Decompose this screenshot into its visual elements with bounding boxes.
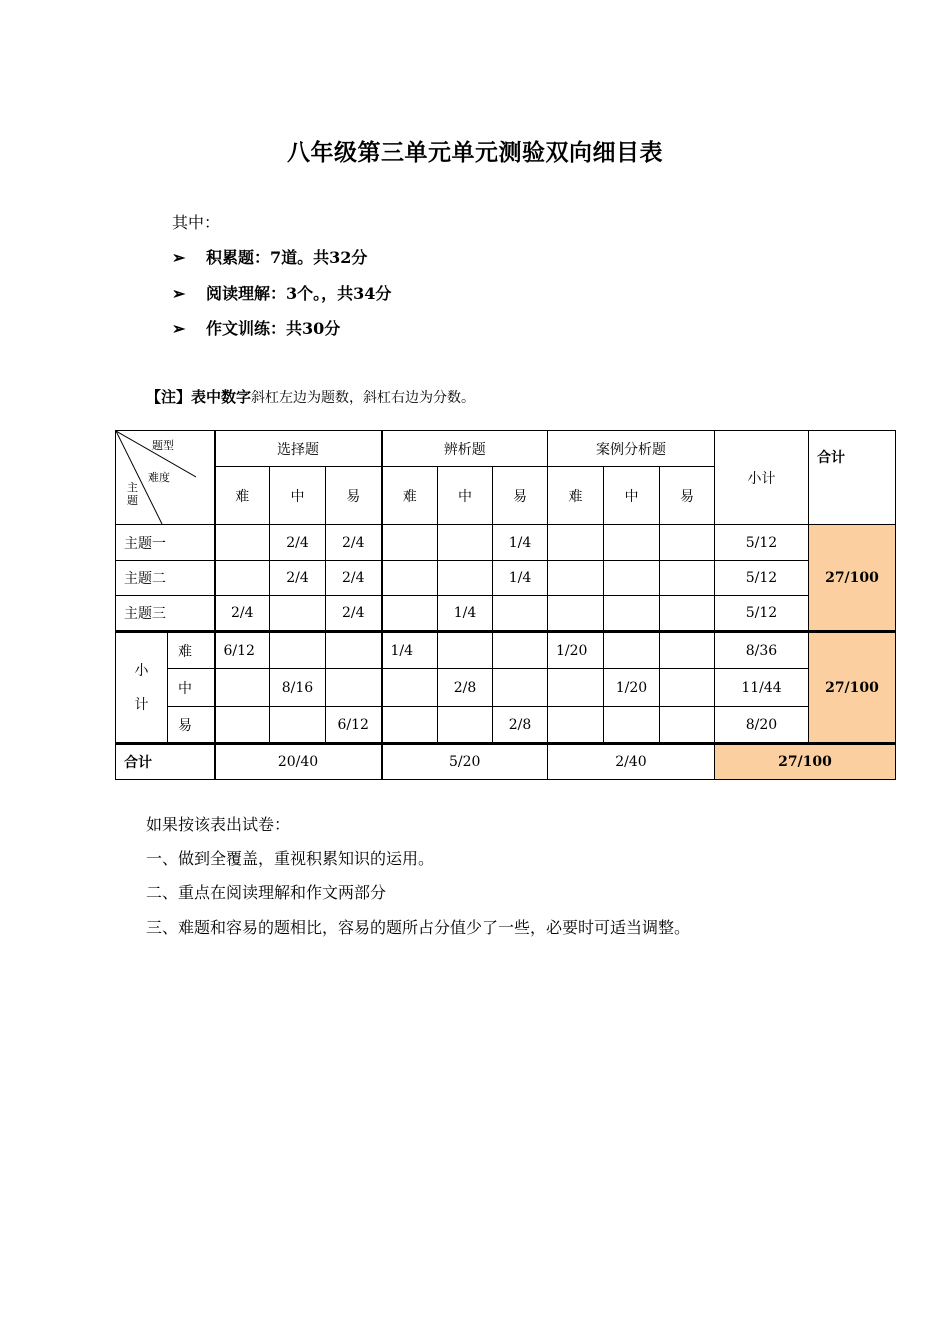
table-cell: [270, 707, 326, 744]
level-header: 难: [548, 467, 604, 525]
table-cell: [660, 525, 715, 561]
group-header: 案例分析题: [548, 431, 715, 467]
table-cell: 2/8: [493, 707, 548, 744]
table-cell: [270, 632, 326, 669]
table-cell: [493, 669, 548, 707]
sub-level: 中: [168, 669, 215, 707]
subtotal-header: 小计: [715, 431, 809, 525]
table-cell: [270, 596, 326, 632]
bullet-item: [172, 245, 367, 268]
topic-name: 主题二: [116, 561, 215, 596]
table-cell: [660, 669, 715, 707]
table-cell: [438, 525, 493, 561]
arrow-bullet-icon: ➢: [172, 319, 186, 338]
group-total: 2/40: [548, 744, 715, 780]
topic-total-cell: 27/100: [809, 525, 896, 632]
table-note: [146, 386, 475, 407]
subtotal-cell: 8/36: [715, 632, 809, 669]
table-cell: 6/12: [326, 707, 382, 744]
table-cell: [493, 596, 548, 632]
table-cell: [604, 707, 660, 744]
footer-point: 二、重点在阅读理解和作文两部分: [146, 883, 387, 902]
difficulty-total-cell: 27/100: [809, 632, 896, 744]
table-cell: 1/4: [382, 632, 438, 669]
footer-intro: 如果按该表出试卷：: [146, 815, 291, 834]
table-cell: 1/20: [548, 632, 604, 669]
table-row: [116, 707, 896, 744]
sub-label: 小计: [116, 632, 168, 744]
corner-topic-label: 主题: [127, 481, 138, 507]
table-cell: 2/4: [270, 525, 326, 561]
table-cell: [548, 707, 604, 744]
table-cell: [326, 669, 382, 707]
level-header: 难: [382, 467, 438, 525]
subtotal-cell: 8/20: [715, 707, 809, 744]
table-cell: [604, 561, 660, 596]
table-cell: 2/4: [215, 596, 270, 632]
table-cell: [493, 632, 548, 669]
page-title: 八年级第三单元单元测验双向细目表: [287, 140, 663, 166]
table-cell: [382, 707, 438, 744]
total-row-label: 合计: [116, 744, 215, 780]
table-cell: 1/4: [438, 596, 493, 632]
table-cell: 8/16: [270, 669, 326, 707]
corner-type-label: 题型: [152, 439, 174, 452]
grand-total-cell: 27/100: [715, 744, 896, 780]
table-cell: 1/20: [604, 669, 660, 707]
table-cell: 6/12: [215, 632, 270, 669]
bullet-item: [172, 316, 340, 339]
table-cell: [382, 561, 438, 596]
bullet-text: 积累题：7道。共32分: [206, 248, 368, 267]
table-row: [116, 561, 896, 596]
table-cell: [382, 596, 438, 632]
two-way-spec-table: [115, 430, 896, 780]
table-row: [116, 525, 896, 561]
table-cell: [326, 632, 382, 669]
table-cell: 1/4: [493, 525, 548, 561]
footer-point: 三、难题和容易的题相比，容易的题所占分值少了一些，必要时可适当调整。: [146, 918, 691, 937]
table-cell: [438, 707, 493, 744]
table-cell: [604, 632, 660, 669]
arrow-bullet-icon: ➢: [172, 248, 186, 267]
subtotal-cell: 5/12: [715, 596, 809, 632]
table-cell: 1/4: [493, 561, 548, 596]
table-cell: 2/4: [326, 561, 382, 596]
note-plain: 斜杠左边为题数，斜杠右边为分数。: [251, 390, 476, 406]
table-cell: 2/4: [270, 561, 326, 596]
table-cell: 2/4: [326, 596, 382, 632]
table-cell: [548, 596, 604, 632]
group-header: 辨析题: [382, 431, 548, 467]
total-header: 合计: [809, 431, 896, 525]
header-corner-cell: [116, 431, 215, 525]
bullet-text: 阅读理解：3个。，共34分: [206, 284, 392, 303]
bullet-item: [172, 281, 391, 304]
table-cell: [215, 669, 270, 707]
corner-difficulty-label: 难度: [148, 471, 170, 484]
subtotal-cell: 11/44: [715, 669, 809, 707]
table-cell: [438, 632, 493, 669]
table-row: [116, 669, 896, 707]
table-cell: [660, 561, 715, 596]
intro-text: 其中：: [172, 213, 221, 232]
table-cell: [660, 596, 715, 632]
group-total: 5/20: [382, 744, 548, 780]
table-cell: [215, 561, 270, 596]
table-cell: [382, 669, 438, 707]
table-cell: 2/4: [326, 525, 382, 561]
sub-level: 难: [168, 632, 215, 669]
subtotal-cell: 5/12: [715, 561, 809, 596]
level-header: 易: [660, 467, 715, 525]
table-row: [116, 596, 896, 632]
topic-name: 主题三: [116, 596, 215, 632]
table-cell: [548, 525, 604, 561]
level-header: 中: [270, 467, 326, 525]
table-cell: 2/8: [438, 669, 493, 707]
level-header: 易: [326, 467, 382, 525]
table-cell: [548, 561, 604, 596]
table-cell: [660, 632, 715, 669]
table-cell: [438, 561, 493, 596]
bullet-text: 作文训练：共30分: [206, 319, 341, 338]
arrow-bullet-icon: ➢: [172, 284, 186, 303]
subtotal-cell: 5/12: [715, 525, 809, 561]
topic-name: 主题一: [116, 525, 215, 561]
table-row-total: [116, 744, 896, 780]
table-cell: [215, 707, 270, 744]
table-cell: [660, 707, 715, 744]
table-cell: [382, 525, 438, 561]
table-cell: [604, 596, 660, 632]
group-header: 选择题: [215, 431, 382, 467]
group-total: 20/40: [215, 744, 382, 780]
note-bold: 【注】表中数字: [146, 388, 252, 406]
table-cell: [604, 525, 660, 561]
footer-point: 一、做到全覆盖，重视积累知识的运用。: [146, 849, 435, 868]
table-row: [116, 632, 896, 669]
level-header: 易: [493, 467, 548, 525]
sub-level: 易: [168, 707, 215, 744]
level-header: 中: [438, 467, 493, 525]
table-cell: [548, 669, 604, 707]
level-header: 难: [215, 467, 270, 525]
table-cell: [215, 525, 270, 561]
level-header: 中: [604, 467, 660, 525]
